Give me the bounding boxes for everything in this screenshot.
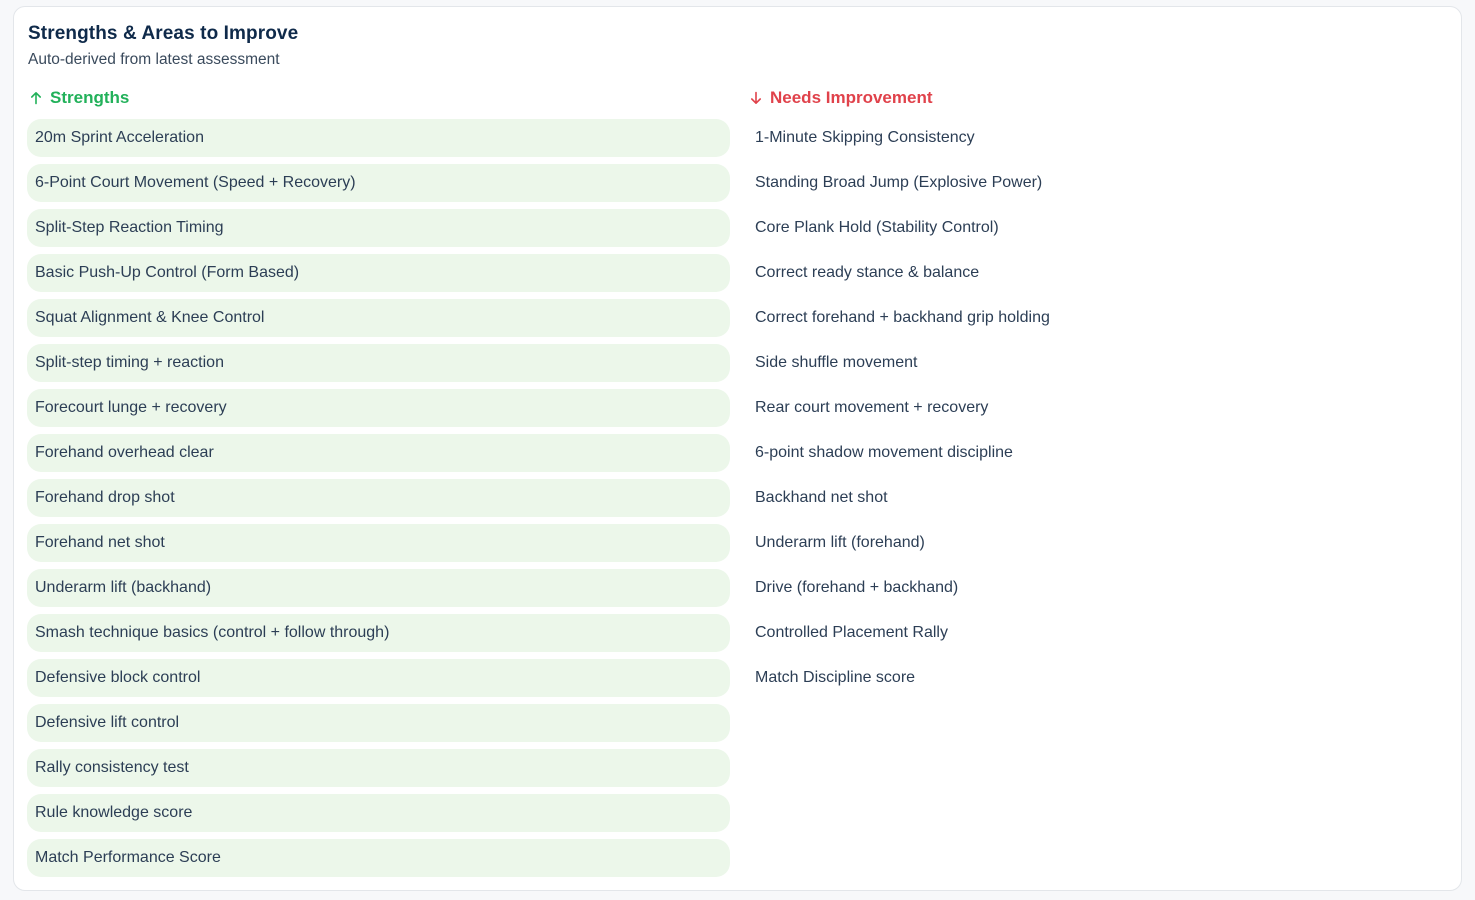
strength-item: Forehand overhead clear <box>27 434 730 472</box>
strength-item: Match Performance Score <box>27 839 730 877</box>
strength-item: Squat Alignment & Knee Control <box>27 299 730 337</box>
improvements-column <box>747 87 1447 704</box>
strengths-heading-label: Strengths <box>50 88 130 107</box>
improvement-item: Drive (forehand + backhand) <box>755 579 959 596</box>
strengths-heading <box>29 87 730 109</box>
strength-item: 20m Sprint Acceleration <box>27 119 730 157</box>
strength-item: Forecourt lunge + recovery <box>27 389 730 427</box>
strength-item: Split-step timing + reaction <box>27 344 730 382</box>
strength-item: Smash technique basics (control + follow through) <box>27 614 730 652</box>
panel-subtitle: Auto-derived from latest assessment <box>28 51 280 68</box>
strength-item: Defensive lift control <box>27 704 730 742</box>
improvement-item: Standing Broad Jump (Explosive Power) <box>755 174 1043 191</box>
improvement-item: Controlled Placement Rally <box>755 624 948 641</box>
improvement-item: Backhand net shot <box>755 489 888 506</box>
strengths-list <box>27 119 730 877</box>
improvement-item: 6-point shadow movement discipline <box>755 444 1013 461</box>
improvement-item: Underarm lift (forehand) <box>755 534 925 551</box>
strength-item: Split-Step Reaction Timing <box>27 209 730 247</box>
improvements-heading-label: Needs Improvement <box>770 88 933 107</box>
strength-item: Forehand drop shot <box>27 479 730 517</box>
improvement-item: Correct forehand + backhand grip holding <box>755 309 1050 326</box>
strength-item: Rally consistency test <box>27 749 730 787</box>
improvement-item: Rear court movement + recovery <box>755 399 989 416</box>
improvement-item: Side shuffle movement <box>755 354 918 371</box>
strengths-column <box>27 87 730 884</box>
improvement-item: Core Plank Hold (Stability Control) <box>755 219 999 236</box>
improvement-item: 1-Minute Skipping Consistency <box>755 129 975 146</box>
strength-item: Underarm lift (backhand) <box>27 569 730 607</box>
improvement-item: Match Discipline score <box>755 669 916 686</box>
strength-item: 6-Point Court Movement (Speed + Recovery) <box>27 164 730 202</box>
improvements-list <box>747 119 1447 697</box>
arrow-up-icon <box>29 91 43 105</box>
improvements-heading <box>749 87 1447 109</box>
strength-item: Forehand net shot <box>27 524 730 562</box>
strengths-improvements-panel <box>13 6 1462 891</box>
improvement-item: Correct ready stance & balance <box>755 264 980 281</box>
strength-item: Defensive block control <box>27 659 730 697</box>
strength-item: Rule knowledge score <box>27 794 730 832</box>
arrow-down-icon <box>749 91 763 105</box>
strength-item: Basic Push-Up Control (Form Based) <box>27 254 730 292</box>
panel-title: Strengths & Areas to Improve <box>28 23 299 44</box>
